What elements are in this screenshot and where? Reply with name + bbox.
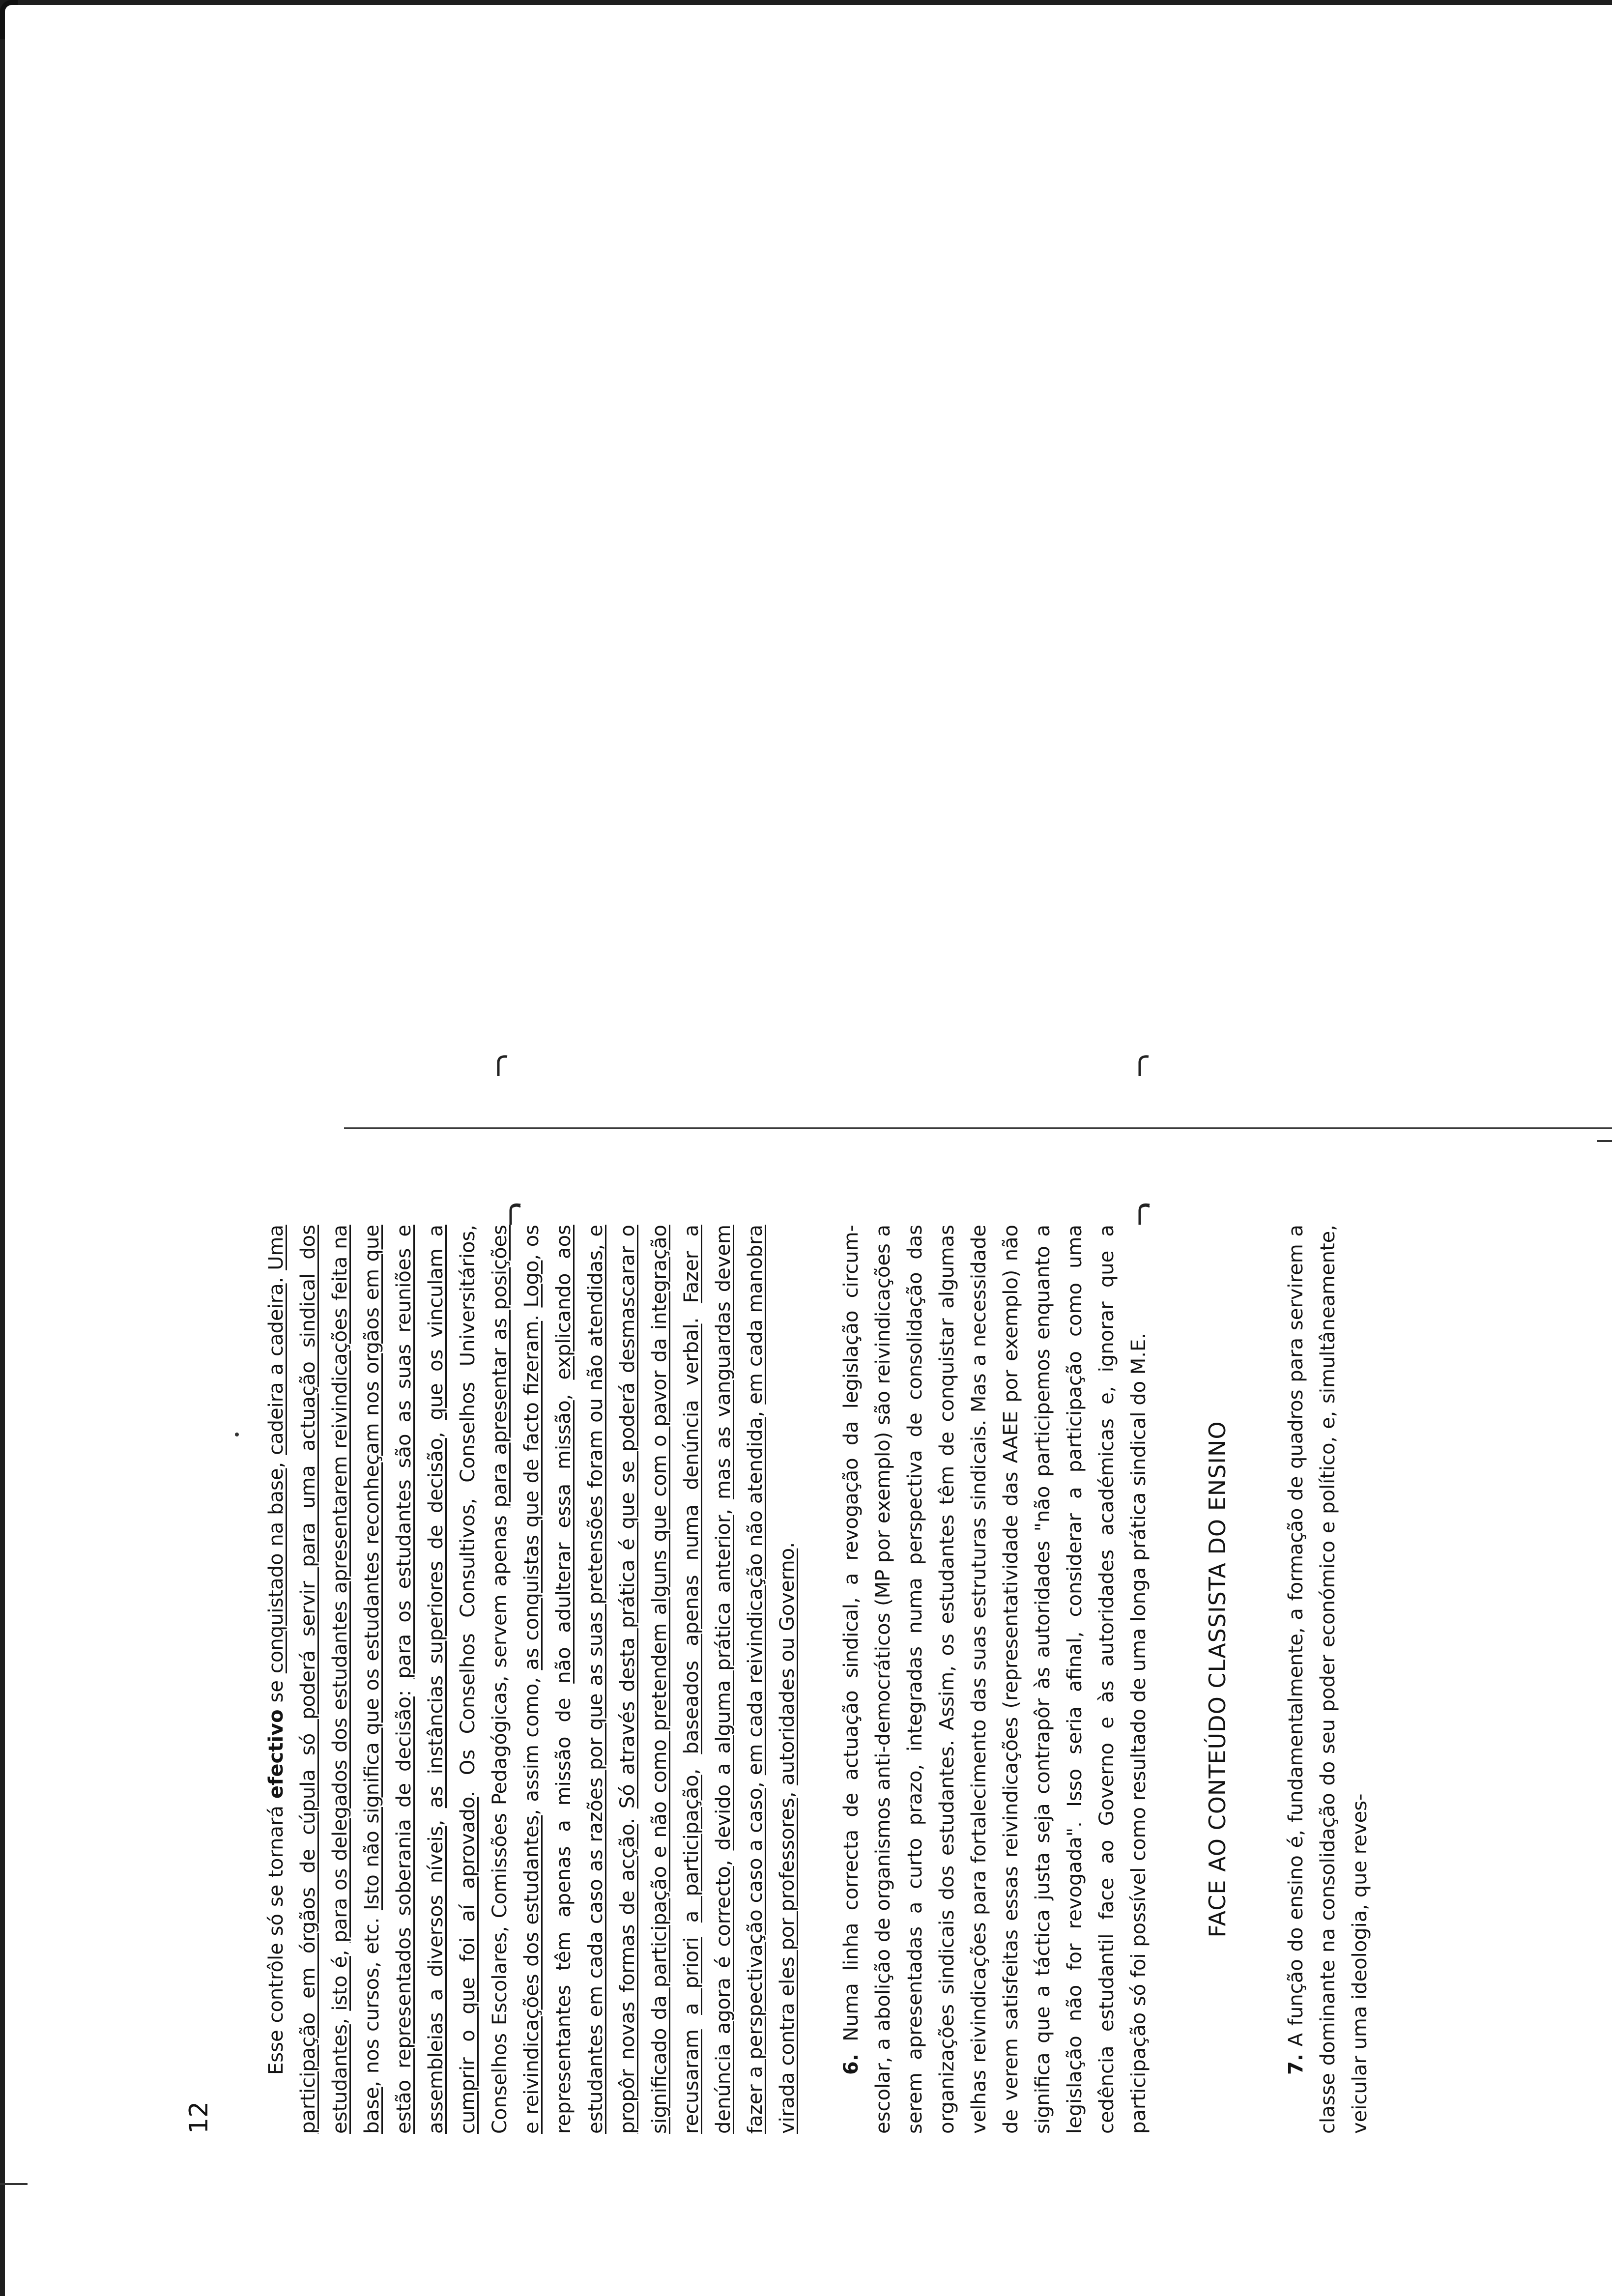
text-run: , (329, 1942, 351, 1956)
text-run: , (744, 1775, 767, 1788)
text-run: A função do ensino é, fundamentalmente, a formação de quadros para servirem a classe dominante na consolidação do seu poder económico e político, e, simultâneamente, veicular uma ideologia, que reves- (1285, 1225, 1371, 2134)
text-run: Numa linha correcta de actuação sindical, a revogação da legislação circum-escolar, a abolição de organismos anti-democráticos (MP por exemplo) são reivindicações a serem apresentadas a curto prazo, integradas numa perspectiva de consolidação das organizações sindicais dos estudantes. Assim, os estudantes têm de conquistar algumas velhas reivindicações para fortalecimento das suas estruturas sindicais. (840, 1225, 990, 2134)
text-run: , (680, 1754, 703, 1775)
paragraph-6 (835, 1225, 1155, 2134)
underlined-text-run: conquistado na base (265, 1468, 288, 1674)
text-run: 6. (840, 2053, 863, 2075)
page-number: 12 (184, 2101, 214, 2134)
underlined-text-run: Uma participação em órgãos de cúpula só poderá servir para uma actuação sindical dos estudantes (265, 1225, 351, 2134)
text-run: . (616, 1808, 639, 1824)
text-run: , (329, 2010, 351, 2025)
text-run: . (680, 1303, 703, 1324)
text-run: Esse contrôle só se tornará (265, 1799, 288, 2075)
underlined-text-run: autoridades ou Governo (776, 1548, 799, 1785)
underlined-text-run: para os estudantes são as suas reuniões e assembleias a diversos níveis (393, 1224, 447, 2134)
underlined-text-run: as instâncias superiores de decisão (425, 1438, 447, 1808)
text-column (260, 1225, 1376, 2134)
text-run: , assim como, (520, 1670, 543, 1815)
text-run: , (425, 1808, 447, 1826)
underlined-text-run: Só através desta prática é que se poderá desmascarar o significado da participação e não como pretendem alguns que com o pavor da integração recusaram (616, 1225, 703, 2134)
underlined-text-run: Isto não significa que os estudantes reconheçam nos orgãos em que estão representados soberania de decisão (361, 1225, 415, 2134)
paragraph-intro (260, 1225, 804, 2134)
underlined-text-run: explicando aos estudantes em cada caso as razões por que as suas pretensões foram ou não atendidas (552, 1225, 607, 2134)
text-run: , (552, 1379, 575, 1401)
text-run: 7. (1285, 2053, 1307, 2075)
text-run: , (776, 1785, 799, 1798)
underlined-text-run: que os vinculam a cumprir o que foi aí aprovado (425, 1224, 479, 2134)
text-run: , (744, 1404, 767, 1417)
underlined-text-run: em cada reivindicação não atendida (744, 1417, 767, 1776)
text-run: efectivo (265, 1709, 288, 1799)
text-run: , (265, 1455, 288, 1468)
text-run: . (520, 1307, 543, 1321)
text-run: , (425, 1420, 447, 1438)
underlined-text-run: Logo (520, 1260, 543, 1308)
text-run: : (393, 1678, 415, 1697)
text-run (680, 1923, 703, 1937)
underlined-text-run: , e propôr novas formas de acção (584, 1224, 639, 2134)
underlined-text-run: não adulterar essa missão (552, 1400, 575, 1684)
underlined-text-run: em cada manobra virada contra eles por professores (744, 1224, 799, 2134)
underlined-text-run: devido a alguma prática anterior (712, 1515, 735, 1851)
text-run: se (265, 1673, 288, 1710)
text-run: , os representantes têm apenas a missão de (520, 1224, 575, 2134)
underlined-text-run: a participação (680, 1775, 703, 1923)
underlined-text-run: para os delegados dos estudantes apresentarem reivindicações feita na base (329, 1225, 383, 2134)
text-run: , (712, 1499, 735, 1515)
underlined-text-run: Fazer a denúncia agora é correcto (680, 1224, 735, 2134)
underlined-text-run: baseados apenas numa denúncia verbal (680, 1323, 703, 1754)
underlined-text-run: para apresentar as posições e reivindicações dos estudantes (489, 1225, 543, 2134)
text-run: , nos cursos, etc. (361, 1910, 383, 2087)
underlined-text-run: a priori (680, 1937, 703, 2015)
text-run: . Os Conselhos Consultivos, Conselhos Universitários, Conselhos Escolares, Comissões Pedagógicas, servem apenas (457, 1225, 511, 2134)
underlined-text-run: as conquistas que de facto fizeram (520, 1320, 543, 1670)
section-heading: FACE AO CONTEÚDO CLASSISTA DO ENSINO (1204, 1421, 1231, 1938)
text-run: Mas a necessidade de verem satisfeitas essas reivindicações (representatividade das AAEE por exemplo) não significa que a táctica justa seja contrapôr às autoridades "não participemos enquanto a legislação não for revogada". Isso seria afinal, considerar a participação como uma cedência estudantil face ao Governo e às autoridades académicas e, ignorar que a participação só foi possível como resultado de uma longa prática sindical do M.E. (968, 1225, 1150, 2134)
text-run (680, 2015, 703, 2029)
underlined-text-run: mas as vanguardas devem fazer a perspectivação caso a caso (712, 1225, 767, 2134)
underlined-text-run: isto é (329, 1956, 351, 2011)
paragraph-7 (1280, 1225, 1376, 2134)
text-run: . (265, 1270, 288, 1284)
text-run: , (712, 1850, 735, 1866)
text-run: . (776, 1542, 799, 1549)
underlined-text-run: cadeira a cadeira (265, 1283, 288, 1455)
